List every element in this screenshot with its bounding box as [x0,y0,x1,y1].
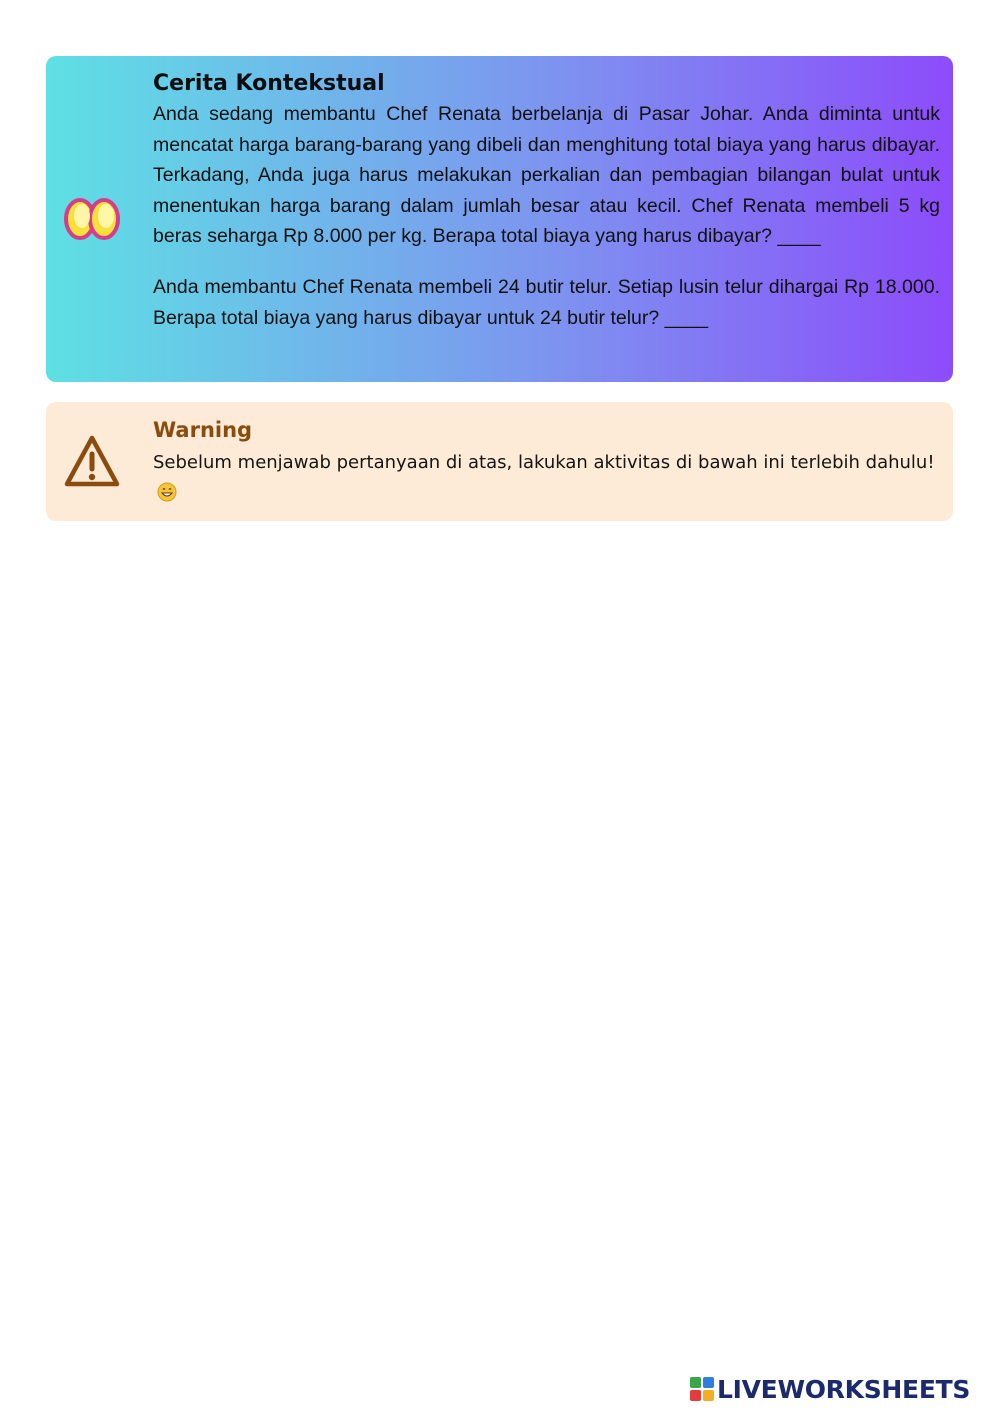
story-content [153,69,940,333]
warning-title: Warning [153,418,253,442]
story-paragraph-1: Anda sedang membantu Chef Renata berbelanja di Pasar Johar. Anda diminta untuk mencatat harga barang-barang yang dibeli dan menghitung total biaya yang harus dibayar. Terkadang, Anda juga harus melakukan perkalian dan pembagian bilangan bulat untuk menentukan harga barang dalam jumlah besar atau kecil. Chef Renata membeli 5 kg beras seharga Rp 8.000 per kg. Berapa total biaya yang harus dibayar? ____ [153,103,940,248]
story-paragraph-2: Anda membantu Chef Renata membeli 24 butir telur. Setiap lusin telur dihargai Rp 18.000. Berapa total biaya yang harus dibayar untuk 24 butir telur? ____ [153,275,940,329]
story-title: Cerita Kontekstual [153,71,385,96]
logo-mark-icon [690,1377,714,1401]
warning-text: Sebelum menjawab pertanyaan di atas, lakukan aktivitas di bawah ini terlebih dahulu! [153,452,935,473]
grinning-face-icon [157,482,177,502]
liveworksheets-logo [690,1374,970,1404]
warning-text-block [153,447,940,509]
warning-triangle-icon [62,432,122,492]
warning-card [46,402,953,521]
warning-content [153,416,940,509]
logo-text: LIVEWORKSHEETS [717,1374,971,1404]
eyes-icon [62,189,122,249]
story-card [46,56,953,382]
